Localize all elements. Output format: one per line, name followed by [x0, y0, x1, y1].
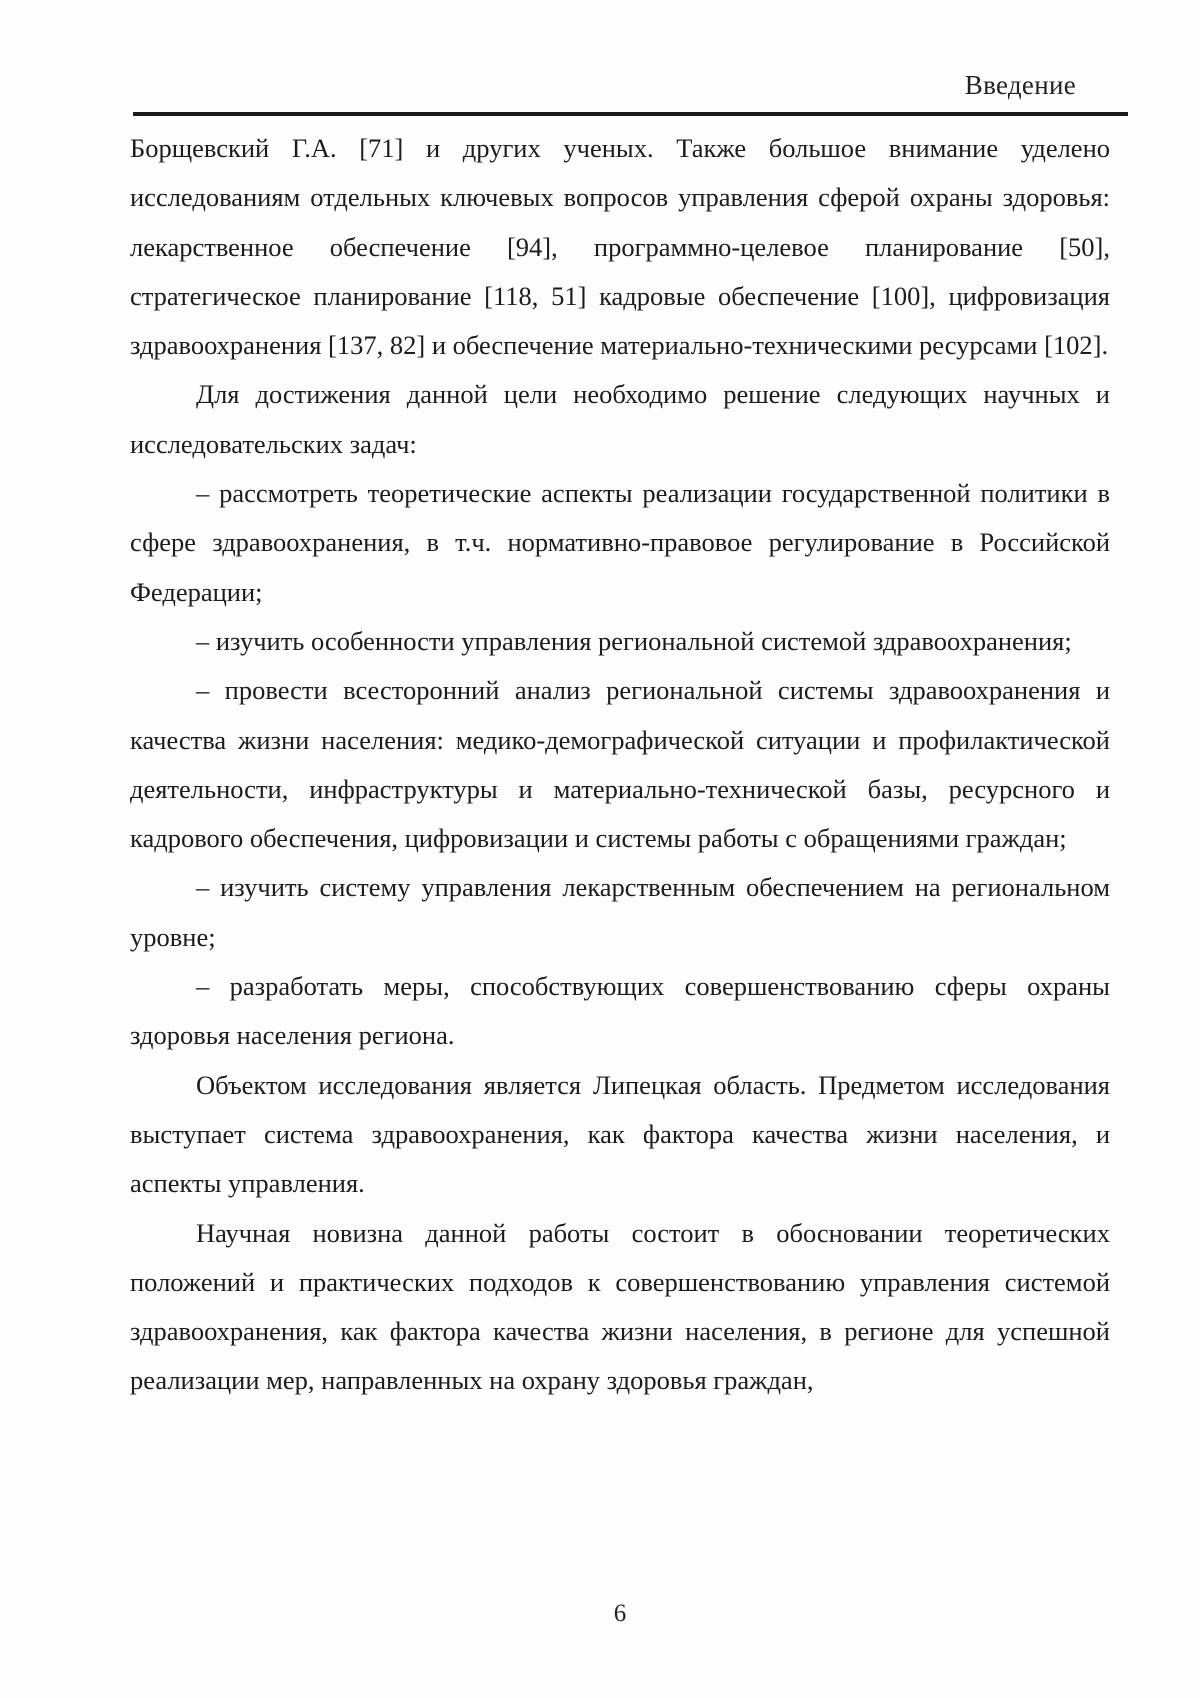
page-number: 6 — [613, 1600, 627, 1627]
task-item-theory: – рассмотреть теоретические аспекты реализации государственной политики в сфере здравоохранения, в т.ч. нормативно-правовое регулирование в Российской Федерации; — [130, 478, 1110, 607]
task-item-measures: – разработать меры, способствующих совершенствованию сферы охраны здоровья населения региона. — [130, 971, 1110, 1051]
task-item-analysis: – провести всесторонний анализ региональной системы здравоохранения и качества жизни населения: медико-демографической ситуации и профилактической деятельности, инфраструктуры и материально-технической базы, ресурсного и кадрового обеспечения, цифровизации и системы работы с обращениями граждан; — [130, 675, 1110, 854]
paragraph-scientific-novelty: Научная новизна данной работы состоит в обосновании теоретических положений и практических подходов к совершенствованию управления системой здравоохранения, как фактора качества жизни населения, в регионе для успешной реализации мер, направленных на охрану здоровья граждан, — [130, 1217, 1110, 1396]
running-header-section-title: Введение — [964, 70, 1076, 100]
body-text — [130, 124, 1110, 1406]
paragraph-tasks-intro: Для достижения данной цели необходимо решение следующих научных и исследовательских задач: — [130, 379, 1110, 459]
task-item-regional-management: – изучить особенности управления региональной системой здравоохранения; — [196, 625, 1072, 656]
task-item-drug-supply: – изучить систему управления лекарственным обеспечением на региональном уровне; — [130, 872, 1110, 952]
paragraph-object-subject: Объектом исследования является Липецкая область. Предметом исследования выступает система здравоохранения, как фактора качества жизни населения, и аспекты управления. — [130, 1069, 1110, 1199]
paragraph-literature-review: Борщевский Г.А. [71] и других ученых. Также большое внимание уделено исследованиям отдельных ключевых вопросов управления сферой охраны здоровья: лекарственное обеспечение [94], программно-целевое планирование [50], стратегическое планирование [118, 51] кадровые обеспечение [100], цифровизация здравоохранения [137, 82] и обеспечение материально-техническими ресурсами [102]. — [130, 133, 1110, 361]
header-rule — [133, 112, 1128, 116]
